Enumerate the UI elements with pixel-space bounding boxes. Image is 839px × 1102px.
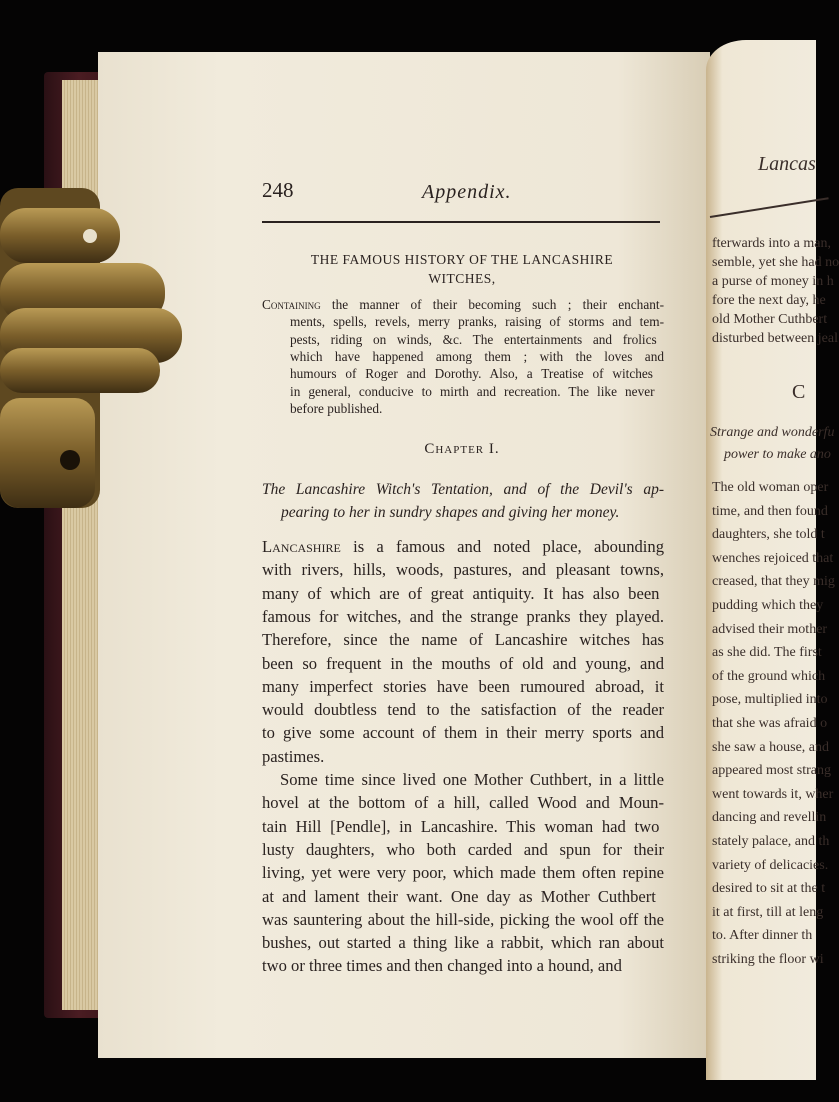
- body-line: [262, 909, 664, 930]
- right-running-head: Lancas: [758, 153, 816, 175]
- right-page-line: daughters, she told t: [712, 527, 825, 543]
- preamble-lead: Containing: [262, 297, 321, 312]
- body-text: pastimes.: [262, 746, 325, 766]
- preamble-text: ments, spells, revels, merry pranks, raising of storms and tem-: [290, 314, 664, 330]
- right-chapter: C: [792, 381, 806, 403]
- body-text: to give some account of them in their merry sports and: [262, 723, 664, 743]
- right-page-line: disturbed between jeal: [712, 331, 838, 346]
- body-text: Therefore, since the name of Lancashire witches has: [262, 630, 664, 650]
- body-line: [262, 722, 664, 743]
- right-page-line: pudding which they: [712, 598, 824, 613]
- right-page-line: advised their mother: [712, 621, 828, 637]
- right-page-line: fterwards into a man,: [712, 236, 831, 251]
- right-page-line: striking the floor wi: [712, 952, 824, 967]
- right-page-line: dancing and revellin: [712, 810, 827, 826]
- right-page-line: stately palace, and th: [712, 834, 830, 849]
- preamble-text: pests, riding on winds, &c. The entertainments and frolics: [290, 331, 657, 347]
- body-line: [262, 583, 664, 604]
- right-header-rule: [710, 197, 829, 218]
- preamble-text: the manner of their becoming such ; their enchant-: [331, 297, 665, 312]
- body-text: is a famous and noted place, abounding: [353, 537, 665, 556]
- body-text: lusty daughters, who both carded and spun for their: [262, 839, 664, 859]
- right-page-line: fore the next day, he: [712, 293, 826, 308]
- body-line: [262, 746, 664, 767]
- right-page-line: that she was afraid o: [712, 716, 828, 731]
- running-head: Appendix.: [422, 181, 512, 203]
- body-text: hovel at the bottom of a hill, called Wood and Moun-: [262, 793, 664, 813]
- right-page-line: old Mother Cuthbert: [712, 312, 828, 327]
- history-title-line: WITCHES,: [428, 271, 496, 286]
- preamble-line: [290, 401, 664, 417]
- body-lead: Lancashire: [262, 537, 341, 556]
- preamble-line: [290, 314, 664, 330]
- right-page-line: appeared most strang: [712, 763, 831, 779]
- body-text: living, yet were very poor, which made them often repine: [262, 863, 664, 883]
- body-text: would doubtless tend to the satisfaction of the reader: [262, 700, 664, 720]
- right-page-line: wenches rejoiced that: [712, 550, 834, 566]
- right-page: [706, 40, 839, 1080]
- body-line: [280, 769, 664, 790]
- body-line: [262, 559, 664, 580]
- preamble-text: which have happened among them ; with the loves and: [290, 348, 664, 364]
- right-page-line: desired to sit at the t: [712, 881, 826, 897]
- history-title-line: THE FAMOUS HISTORY OF THE LANCASHIRE: [310, 252, 614, 267]
- body-text: famous for witches, and the strange pranks they played.: [262, 606, 664, 626]
- body-text: at and lament their want. One day as Mother Cuthbert: [262, 886, 656, 906]
- right-page-line: creased, that they mig: [712, 574, 835, 590]
- body-line: [262, 629, 664, 650]
- body-text: many imperfect stories have been rumoured abroad, it: [262, 676, 664, 696]
- body-line: [262, 536, 664, 557]
- preamble-text: humours of Roger and Dorothy. Also, a Treatise of witches: [290, 366, 653, 382]
- body-line: [262, 676, 664, 697]
- body-line: [262, 955, 664, 976]
- right-page-subtitle-line: power to make ano: [724, 447, 831, 462]
- body-text: been so frequent in the mouths of old and young, and: [262, 653, 664, 673]
- right-page-line: The old woman oper: [712, 480, 829, 495]
- body-text: with rivers, hills, woods, pastures, and pleasant towns,: [262, 560, 664, 580]
- body-line: [262, 862, 664, 883]
- preamble-line: [290, 366, 664, 382]
- body-text: was sauntering about the hill-side, picking the wool off the: [262, 909, 664, 929]
- right-page-line: variety of delicacies.: [712, 857, 829, 873]
- body-line: [262, 839, 664, 860]
- right-page-line: as she did. The first: [712, 645, 822, 661]
- right-page-line: time, and then found: [712, 503, 828, 519]
- body-text: tain Hill [Pendle], in Lancashire. This woman had two: [262, 816, 660, 836]
- chapter-subtitle-line: pearing to her in sundry shapes and giving her money.: [281, 504, 620, 521]
- body-line: [262, 653, 664, 674]
- body-line: [262, 792, 664, 813]
- body-text: bushes, out started a thing like a rabbit, which ran about: [262, 933, 664, 953]
- body-text: many of which are of great antiquity. It has also been: [262, 583, 660, 603]
- body-line: [262, 932, 664, 953]
- right-page-line: pose, multiplied into: [712, 692, 828, 708]
- right-page-line: it at first, till at leng: [712, 904, 824, 920]
- right-page-line: semble, yet she had no: [712, 255, 839, 270]
- preamble-line: [290, 384, 664, 400]
- body-line: [262, 606, 664, 627]
- page-number: 248: [262, 178, 294, 202]
- preamble-line: [262, 297, 664, 313]
- body-text: two or three times and then changed into a hound, and: [262, 956, 622, 976]
- body-line: [262, 699, 664, 720]
- preamble-line: [290, 332, 664, 348]
- body-text: Some time since lived one Mother Cuthbert, in a little: [280, 770, 664, 789]
- preamble-line: [290, 349, 664, 365]
- right-page-line: she saw a house, and: [712, 739, 830, 755]
- brass-hand-clip: [0, 188, 185, 513]
- right-page-line: a purse of money in h: [712, 274, 834, 289]
- chapter-heading: Chapter I.: [424, 441, 500, 457]
- body-line: [262, 886, 664, 907]
- preamble-text: in general, conducive to mirth and recreation. The like never: [290, 383, 655, 399]
- header-rule: [262, 221, 660, 223]
- body-line: [262, 816, 664, 837]
- right-page-line: of the ground which: [712, 668, 826, 684]
- preamble-text: before published.: [290, 400, 383, 416]
- right-page-line: to. After dinner th: [712, 928, 813, 944]
- right-page-line: went towards it, wher: [712, 786, 834, 802]
- chapter-subtitle-line: The Lancashire Witch's Tentation, and of the Devil's ap-: [262, 481, 664, 498]
- right-page-subtitle-line: Strange and wonderfu: [710, 425, 835, 440]
